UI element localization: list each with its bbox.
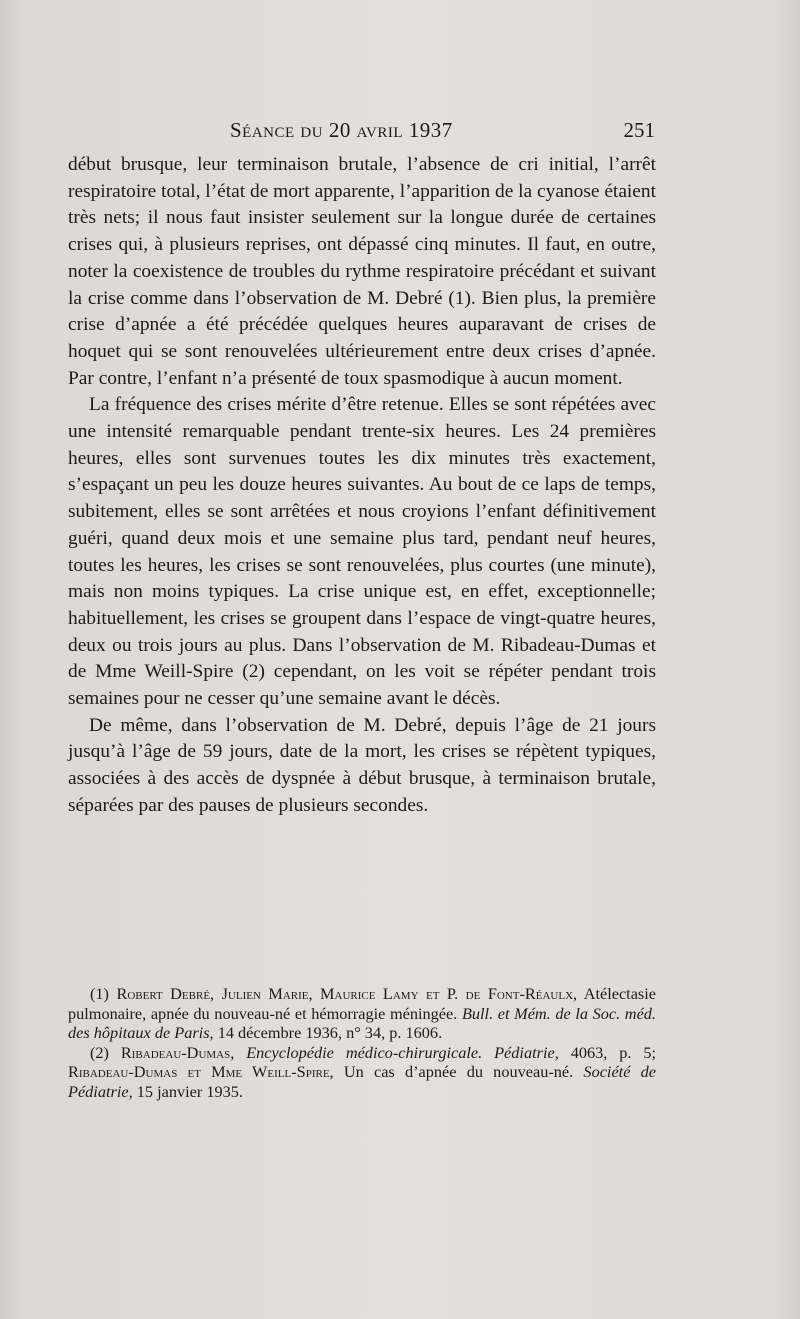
footnote-2-reference: 4063, p. 5; [570,1042,657,1062]
footnote-2-date: 15 janvier 1935. [136,1081,243,1101]
body-text [68,152,656,820]
paragraph-2: La fréquence des crises mérite d’être retenue. Elles se sont répétées avec une intensité remarquable pendant trente-six heures. Les 24 premières heures, elles sont survenues toutes les dix minutes très exactement, s’espaçant un peu les douze heures suivantes. Au bout de ce laps de temps, subitement, elles se sont arrêtées et nous croyions l’enfant définitivement guéri, quand deux mois et une semaine plus tard, pendant neuf heures, toutes les heures, les crises se sont renouvelées, plus courtes (une minute), mais non moins typiques. La crise unique est, en effet, exceptionnelle; habituellement, les crises se groupent dans l’espace de vingt-quatre heures, deux ou trois jours au plus. Dans l’observation de M. Ribadeau-Dumas et de Mme Weill-Spire (2) cependant, on les voit se répéter pendant trois semaines pour ne cesser qu’une semaine avant le décès. [68,394,656,710]
footnote-1-authors: Robert Debré, Julien Marie, Maurice Lamy et P. de Font-Réaulx, [116,984,578,1003]
footnote-2-author-1: Ribadeau-Dumas, [120,1042,235,1062]
footnote-2 [68,1043,656,1102]
footnote-2-work: Encyclopédie médico-chirurgicale. Pédiatrie, [246,1042,559,1062]
footnote-2-marker: (2) [90,1042,109,1062]
page-header [70,118,655,148]
paragraph-3: De même, dans l’observation de M. Debré, depuis l’âge de 21 jours jusqu’à l’âge de 59 jours, date de la mort, les crises se répètent typiques, associées à des accès de dyspnée à début brusque, à terminaison brutale, séparées par des pauses de plusieurs secondes. [68,714,656,816]
footnote-1-marker: (1) [90,984,109,1003]
footnotes [68,984,656,1102]
footnote-2-title: Un cas d’apnée du nouveau-né. [343,1062,574,1082]
footnote-1-title: Atélectasie pulmonaire, apnée du nouveau-né et hémorragie méningée. [68,984,657,1023]
running-title: Séance du 20 avril 1937 [230,118,453,142]
paragraph-1: début brusque, leur terminaison brutale, l’absence de cri initial, l’arrêt respiratoire total, l’état de mort apparente, l’apparition de la cyanose étaient très nets; il nous faut insister seulement sur la longue durée de certaines crises qui, à plusieurs reprises, ont dépassé cinq minutes. Il faut, en outre, noter la coexistence de troubles du rythme respiratoire précédant et suivant la crise comme dans l’observation de M. Debré (1). Bien plus, la première crise d’apnée a été précédée quelques heures auparavant de crises de hoquet qui se sont renouvelées ultérieurement entre deux crises d’apnée. Par contre, l’enfant n’a présenté de toux spasmodique à aucun moment. [68,154,656,389]
footnote-1-journal: Bull. et Mém. de la Soc. méd. des hôpitaux de Paris, [68,1003,657,1043]
page-number: 251 [623,118,655,142]
footnote-1 [68,984,656,1043]
footnote-1-details: 14 décembre 1936, n° 34, p. 1606. [217,1023,443,1043]
footnote-2-author-2: Ribadeau-Dumas et Mme Weill-Spire, [68,1062,334,1082]
footnote-2-journal: Société de Pédiatrie, [68,1062,657,1101]
